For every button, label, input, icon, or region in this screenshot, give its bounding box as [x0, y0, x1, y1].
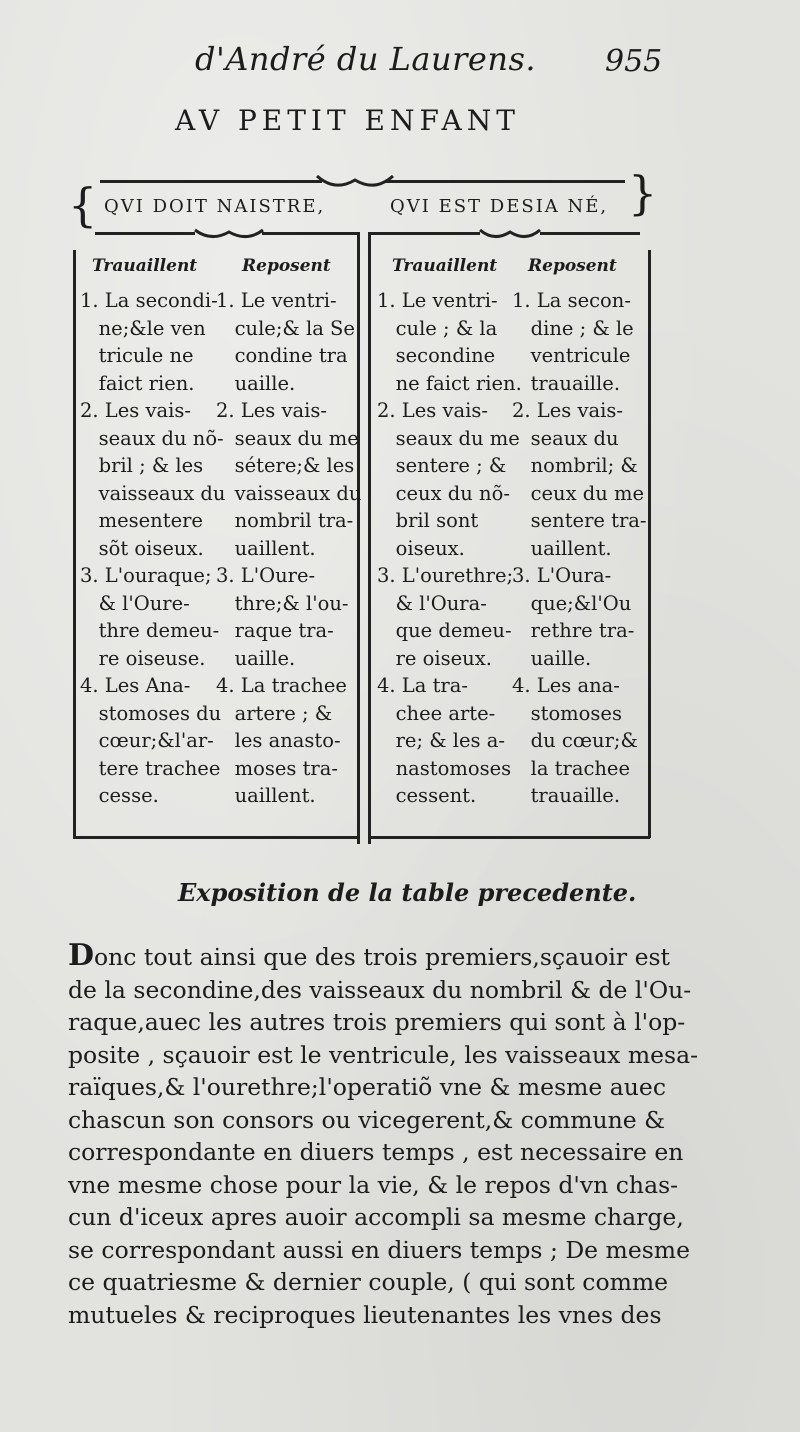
table-cell-line: sõt oiseux. [80, 536, 204, 560]
table-cell-line: tere trachee [80, 756, 221, 780]
table-cell-line: cœur;&l'ar- [80, 729, 214, 752]
table-cell-line: 3. L'ourethre; [377, 564, 514, 587]
column-group-left: QVI DOIT NAISTRE, [104, 196, 326, 217]
table-cell-line: seaux du me [377, 426, 520, 450]
table-cell-line: uaille. [512, 646, 592, 670]
table-cell-line: cule;& la Se [216, 316, 355, 340]
table-cell-line: les anasto- [216, 729, 341, 752]
paragraph-line: cun d'iceux apres auoir accompli sa mesme charge, [68, 1203, 684, 1231]
table-cell-line: rethre tra- [512, 619, 635, 642]
table-cell-line: oiseux. [377, 536, 465, 560]
right-group-flourish [478, 222, 542, 244]
table-cell-line: cule ; & la [377, 316, 498, 340]
table-cell-line: bril ; & les [80, 454, 204, 477]
table-cell-line: re oiseuse. [80, 646, 206, 670]
table-cell-line: secondine [377, 344, 496, 367]
table-cell-line: 3. L'Oure- [216, 564, 316, 587]
table-cell-line: vaisseaux du [216, 481, 362, 505]
exposition-paragraph [68, 938, 699, 1331]
table-cell-line: ne;&le ven [80, 316, 206, 340]
table-cell-line: condine tra [216, 344, 348, 367]
table-cell-line: 4. Les Ana- [80, 674, 191, 697]
table-cell-line: raque tra- [216, 619, 334, 642]
table-cell-line: seaux du nõ- [80, 426, 224, 450]
table-cell-line: bril sont [377, 509, 479, 532]
upper-rule-left [100, 180, 322, 183]
table-cell-line: que;&l'Ou [512, 591, 632, 615]
table-cell-line: ceux du me [512, 481, 645, 505]
column-group-right: QVI EST DESIA NÉ, [390, 196, 609, 217]
left-group-flourish [193, 222, 265, 244]
running-head: d'André du Laurens. [195, 40, 537, 78]
table-cell-line: uaille. [216, 371, 296, 395]
table-right-border [648, 250, 651, 838]
subheader-right-works: Trauaillent [392, 256, 498, 276]
paragraph-line: posite , sçauoir est le ventricule, les vaisseaux mesa- [68, 1040, 699, 1069]
lower-rule-right-b [540, 232, 640, 235]
drop-letter: D [68, 938, 95, 973]
subheader-right-rests: Reposent [528, 256, 617, 276]
table-cell-line: 2. Les vais- [80, 399, 191, 422]
table-cell-line: sentere tra- [512, 509, 647, 532]
lower-rule-right-a [370, 232, 480, 235]
table-cell-line: vaisseaux du [80, 481, 226, 505]
table-cell-line: la trachee [512, 756, 630, 780]
paragraph-line: mutueles & reciproques lieutenantes les vnes des [68, 1300, 662, 1329]
table-cell-line: 2. Les vais- [512, 399, 623, 422]
table-cell-line: dine ; & le [512, 316, 634, 340]
table-bottom-border-left [73, 836, 357, 839]
upper-rule-right [385, 180, 625, 183]
right-brace-ornament: } [628, 166, 658, 220]
table-bottom-border-right [370, 836, 650, 839]
paragraph-line: vne mesme chose pour la vie, & le repos d'vn chas- [68, 1170, 679, 1199]
table-cell-line: thre;& l'ou- [216, 591, 349, 615]
table-cell-line: uaille. [216, 646, 296, 670]
subheader-left-rests: Reposent [242, 256, 331, 276]
table-cell-line: mesentere [80, 509, 203, 532]
table-column-2 [216, 287, 361, 810]
table-left-border [73, 250, 76, 838]
table-cell-line: nombril tra- [216, 509, 354, 532]
table-cell-line: nombril; & [512, 454, 638, 477]
table-cell-line: 3. L'ouraque; [80, 564, 212, 587]
table-cell-line: & l'Oure- [80, 591, 190, 615]
table-cell-line: 1. La secon- [512, 289, 631, 312]
table-cell-line: 4. Les ana- [512, 674, 620, 697]
table-cell-line: 3. L'Oura- [512, 564, 612, 587]
table-center-border-b [368, 232, 371, 844]
table-cell-line: 1. La secondi- [80, 289, 218, 312]
page-number: 955 [605, 44, 663, 79]
top-center-flourish [315, 168, 395, 194]
table-cell-line: & l'Oura- [377, 591, 487, 615]
table-cell-line: stomoses [512, 701, 622, 725]
table-cell-line: thre demeu- [80, 619, 220, 642]
table-cell-line: tricule ne [80, 344, 194, 367]
table-cell-line: cessent. [377, 784, 477, 807]
table-cell-line: sentere ; & [377, 454, 507, 477]
table-column-1 [80, 287, 225, 810]
table-cell-line: 4. La trachee [216, 674, 347, 697]
table-cell-line: chee arte- [377, 701, 496, 725]
paragraph-line: correspondante en diuers temps , est necessaire en [68, 1138, 684, 1166]
paragraph-line: raque,auec les autres trois premiers qui sont à l'op- [68, 1008, 686, 1036]
table-cell-line: que demeu- [377, 619, 512, 642]
exposition-heading: Exposition de la table precedente. [178, 878, 637, 907]
paragraph-line: de la secondine,des vaisseaux du nombril & de l'Ou- [68, 975, 692, 1004]
table-column-4 [512, 287, 647, 810]
table-cell-line: 4. La tra- [377, 674, 468, 697]
paragraph-line: se correspondant aussi en diuers temps ; De mesme [68, 1235, 690, 1264]
table-cell-line: ventricule [512, 344, 631, 367]
table-cell-line: stomoses du [80, 701, 222, 725]
table-cell-line: uaillent. [512, 536, 612, 560]
table-cell-line: re; & les a- [377, 729, 505, 752]
table-cell-line: du cœur;& [512, 729, 638, 752]
table-cell-line: 2. Les vais- [377, 399, 488, 422]
table-cell-line: moses tra- [216, 756, 338, 780]
table-cell-line: faict rien. [80, 371, 195, 395]
table-cell-line: uaillent. [216, 536, 316, 560]
table-cell-line: seaux du me [216, 426, 359, 450]
table-cell-line: trauaille. [512, 371, 621, 395]
subheader-left-works: Trauaillent [92, 256, 198, 276]
table-cell-line: 2. Les vais- [216, 399, 327, 422]
table-cell-line: ceux du nõ- [377, 481, 510, 505]
section-title: AV PETIT ENFANT [175, 104, 520, 137]
table-column-3 [377, 287, 522, 810]
paragraph-line-1: Donc tout ainsi que des trois premiers,sçauoir est [68, 938, 670, 973]
table-cell-line: sétere;& les [216, 454, 355, 477]
table-cell-line: artere ; & [216, 701, 333, 725]
table-cell-line: cesse. [80, 784, 159, 807]
table-cell-line: 1. Le ventri- [216, 289, 337, 312]
table-cell-line: uaillent. [216, 784, 316, 807]
paragraph-line: raïques,& l'ourethre;l'operatiõ vne & mesme auec [68, 1073, 666, 1101]
table-cell-line: trauaille. [512, 784, 621, 807]
paragraph-line: ce quatriesme & dernier couple, ( qui sont comme [68, 1268, 669, 1296]
table-cell-line: re oiseux. [377, 646, 492, 670]
lower-rule-left-b [262, 232, 357, 235]
table-cell-line: seaux du [512, 426, 619, 450]
table-cell-line: nastomoses [377, 756, 512, 780]
table-cell-line: 1. Le ventri- [377, 289, 498, 312]
table-cell-line: ne faict rien. [377, 371, 522, 395]
left-brace-ornament: { [68, 178, 98, 232]
paragraph-line: chascun son consors ou vicegerent,& commune & [68, 1105, 666, 1134]
lower-rule-left-a [95, 232, 195, 235]
